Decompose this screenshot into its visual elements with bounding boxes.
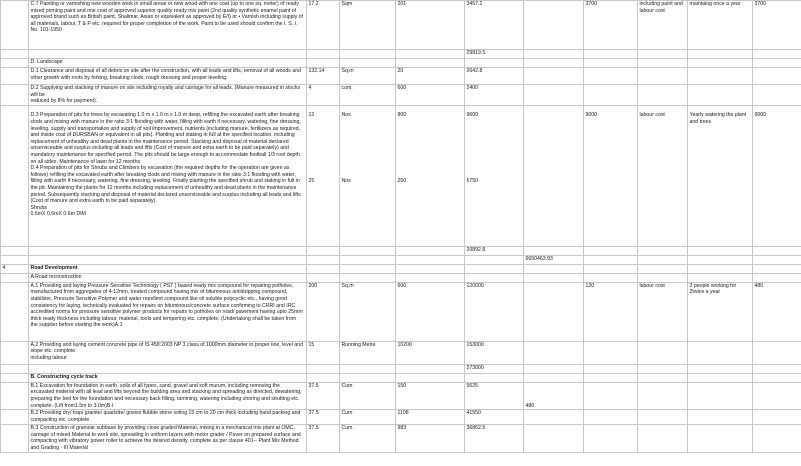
cell-b: D.3 Preparation of pits for trees by excavating 1.0 m x 1.0 m x 1.0 m deep, refilling the excavated earth after breaking clods and mixing with manure in the ratio 3:1 flooding with water, filling with earth if necessary, watering, fine dressing, leveling, supply and transportation and supply of soil improvement, nutrients (including manure, fertilizers as required, and inside coat of DURSBAN or equivalent in all pits). Planting and staking in full at the specified location, including replacement of unhealthy and dead plants in the maintenance period. Stacking and disposal of material declared unserviceable and surplus including all leads and lifts (Cost of manure and extra earth to be paid separately) and mandatory maintenance for specified period. The pits should be large enough to accommodate football 1/3 root depth on all sides. Maintenance of lawn for 12 months D.4 Preparation of pits for Shrubs and Climbers by excavation (the required depths for the operation are given as follows) refilling the excavated earth after breaking clods and mixing with manure in the ratio 3:1 flooding with water, filling with earth if necessary, watering, fine dressing, leveling. Finally planting the specified shrub and staking in full in the pit. Maintaining the plants for 12 months,including replacement of unhealthy and dead plants in the maintenance period. Subsequently stacking and disposal of material declared unserviceable and surplus including all leads and lifts (Cost of manure and extra earth to be paid separately). Shrubs 0.6mX 0.6mX 0.6m DIM bbox=[29, 105, 307, 246]
cell-h bbox=[584, 50, 638, 59]
cell-i bbox=[638, 246, 688, 255]
cell-f: 20892.8 bbox=[465, 246, 524, 255]
table-row bbox=[1, 273, 801, 282]
cell-h bbox=[584, 410, 638, 425]
cell-g: 480 bbox=[524, 382, 584, 409]
cell-h bbox=[584, 246, 638, 255]
table-row bbox=[1, 59, 801, 68]
cell-j bbox=[688, 425, 753, 452]
cell-g bbox=[524, 410, 584, 425]
table-row bbox=[1, 85, 801, 106]
cell-h bbox=[584, 273, 638, 282]
cell-a bbox=[1, 50, 29, 59]
cell-b: C.7 Painting or varnishing new wooden work in small areas or new wood with one coat (up to one sq. meter) of ready mixed priming paint and one coat of approved superior quality ready mix paint (2nd quality synthetic enamel paint of approved brand such as British paint, Shalimar, Asian or equivalent as approved by E/I) or • Varnish including supply of all materials, labour, T & P etc. required for proper completion of the work. Paint to be used should confirm the I. S. I. No. 101-1950 bbox=[29, 1, 307, 50]
cell-i bbox=[638, 373, 688, 382]
cell-f: 273000 bbox=[465, 364, 524, 373]
cell-k: 3700 bbox=[753, 1, 801, 50]
cell-k bbox=[753, 246, 801, 255]
cell-b: D.1 Clearance and disposal of all debris on site after the construction, with all leads and lifts, removal of all woods and other growth with roots by forking, breaking clods, rough dressing and proper leveling. bbox=[29, 68, 307, 85]
cell-a bbox=[1, 246, 29, 255]
cell-j bbox=[688, 273, 753, 282]
cell-e bbox=[396, 50, 465, 59]
cell-k bbox=[753, 50, 801, 59]
cell-f bbox=[465, 273, 524, 282]
cell-f bbox=[465, 373, 524, 382]
cell-f bbox=[465, 255, 524, 264]
cell-d bbox=[340, 273, 396, 282]
cell-j: maintaing once a year bbox=[688, 1, 753, 50]
cell-g bbox=[524, 425, 584, 452]
cell-j bbox=[688, 364, 753, 373]
cell-a: 4 bbox=[1, 264, 29, 273]
cell-j bbox=[688, 264, 753, 273]
cell-h: 120 bbox=[584, 282, 638, 341]
table-row bbox=[1, 105, 801, 246]
cell-j bbox=[688, 50, 753, 59]
cell-j bbox=[688, 410, 753, 425]
cell-e: 1108 bbox=[396, 410, 465, 425]
cell-g bbox=[524, 364, 584, 373]
table-row bbox=[1, 246, 801, 255]
cell-k: 480 bbox=[753, 282, 801, 341]
cell-f: 2642.8 bbox=[465, 68, 524, 85]
cell-b: B.3 Construction of granular subbase by providing close graded Material, mixing in a mechanical mix plant at OMC, carriage of mixed Material to work site, spreading in uniform layers with motor grader / Paver on prepared surface and compacting with vibratory power roller to achieve the desired density, complete as per clause 401-- Plant Mix Method and Grading - III Material bbox=[29, 425, 307, 452]
cell-b: B.1 Excavation for foundation in earth, soils of all types, sand, gravel and soft murum, including removing the excavated material with all lead and lifts beyond the building area and stacking and spreading as directed, dewatering, preparing the bed for the foundation and necessary back filling, ramming, watering including shoring and strutting etc. complete. (Lift from1.5m to 3.0m)B.I bbox=[29, 382, 307, 409]
cell-h bbox=[584, 255, 638, 264]
cell-b: D. Landscape bbox=[29, 59, 307, 68]
cell-f: 36862.5 bbox=[465, 425, 524, 452]
cell-c bbox=[307, 59, 340, 68]
cell-a bbox=[1, 105, 29, 246]
cell-e bbox=[396, 264, 465, 273]
cell-k bbox=[753, 273, 801, 282]
cell-j bbox=[688, 373, 753, 382]
cell-e: 150 bbox=[396, 382, 465, 409]
cell-i bbox=[638, 364, 688, 373]
cell-d bbox=[340, 255, 396, 264]
cell-j bbox=[688, 85, 753, 106]
cell-i bbox=[638, 85, 688, 106]
table-row bbox=[1, 341, 801, 364]
cell-j: Yearly watering the plant and trees bbox=[688, 105, 753, 246]
cell-i: including paint and labour cost bbox=[638, 1, 688, 50]
cell-b: B.2 Providing dry/ trap/ granite/ quartzite/ gneiss flubble stone soling 15 cm to 20 cm thick including hand packing and compacting etc. complete bbox=[29, 410, 307, 425]
cell-e: 20 bbox=[396, 68, 465, 85]
cell-a bbox=[1, 85, 29, 106]
cell-d: Sq.m bbox=[340, 282, 396, 341]
cell-a bbox=[1, 364, 29, 373]
cell-d bbox=[340, 264, 396, 273]
cell-d: cum. bbox=[340, 85, 396, 106]
cell-h bbox=[584, 341, 638, 364]
cell-g bbox=[524, 373, 584, 382]
cell-c: 15 bbox=[307, 341, 340, 364]
cell-c bbox=[307, 50, 340, 59]
cell-k bbox=[753, 341, 801, 364]
cell-g bbox=[524, 85, 584, 106]
cell-b: A.2 Providing and laying cement concrete pipe of IS 458:2003 NP 3 class of 1000mm diameter in proper line, level and slope etc. complete. including labour bbox=[29, 341, 307, 364]
cell-c bbox=[307, 264, 340, 273]
cell-h bbox=[584, 364, 638, 373]
cell-d: Cum bbox=[340, 410, 396, 425]
cell-a bbox=[1, 410, 29, 425]
cell-e: 10200 bbox=[396, 341, 465, 364]
cell-a bbox=[1, 1, 29, 50]
cell-j bbox=[688, 68, 753, 85]
cell-c: 132.14 bbox=[307, 68, 340, 85]
cell-d: Cum bbox=[340, 425, 396, 452]
cell-d bbox=[340, 50, 396, 59]
cell-k bbox=[753, 68, 801, 85]
cell-g bbox=[524, 105, 584, 246]
cell-e: 600 bbox=[396, 282, 465, 341]
cell-h bbox=[584, 382, 638, 409]
cell-j bbox=[688, 382, 753, 409]
cell-h bbox=[584, 425, 638, 452]
cell-i bbox=[638, 50, 688, 59]
cell-h bbox=[584, 68, 638, 85]
table-row bbox=[1, 382, 801, 409]
table-row bbox=[1, 255, 801, 264]
table-row bbox=[1, 264, 801, 273]
cell-f bbox=[465, 264, 524, 273]
cell-h bbox=[584, 264, 638, 273]
cell-d bbox=[340, 373, 396, 382]
cell-f bbox=[465, 59, 524, 68]
cell-g bbox=[524, 50, 584, 59]
cell-c: 200 bbox=[307, 282, 340, 341]
table-row bbox=[1, 50, 801, 59]
cell-g bbox=[524, 59, 584, 68]
sheet-body bbox=[1, 1, 801, 453]
cell-b: A.1 Providing and laying Pressure Sensitive Technology ( PST ) based ready mix compound for repairing potholes, manufactured from aggregates of 4-12mm, treated compound having mix of bituminous antistripping compound, stabilizer, Pressure Sensitive Polymer and water repellent compound like oil soluble polycyclic etc., having good consistency for laying, technically evaluated for repairs on bituminous/concrete surface confirming to CRRI and IRC accredited norms for pressure sensitive polymer products for repairs to potholes on road/ pavement having upto 25mm thick ready thickness including labour, material, tools and tempering etc. complete. (Undertaking shall be taken from the supplier before starting the work)A.1 bbox=[29, 282, 307, 341]
cell-j bbox=[688, 255, 753, 264]
cell-d bbox=[340, 364, 396, 373]
cell-e bbox=[396, 373, 465, 382]
cell-h bbox=[584, 85, 638, 106]
cell-b bbox=[29, 50, 307, 59]
cell-k bbox=[753, 410, 801, 425]
cell-c: 17.2 bbox=[307, 1, 340, 50]
cell-e bbox=[396, 273, 465, 282]
table-row bbox=[1, 364, 801, 373]
cell-e: 800 250 bbox=[396, 105, 465, 246]
table-row bbox=[1, 1, 801, 50]
cell-e: 600 bbox=[396, 85, 465, 106]
cell-i bbox=[638, 273, 688, 282]
cell-c: 37.5 bbox=[307, 410, 340, 425]
cell-k: 9000 bbox=[753, 105, 801, 246]
cell-e bbox=[396, 364, 465, 373]
cell-i bbox=[638, 410, 688, 425]
cell-a bbox=[1, 68, 29, 85]
cell-h bbox=[584, 373, 638, 382]
cell-d bbox=[340, 246, 396, 255]
cell-c bbox=[307, 364, 340, 373]
cell-i: labour cost bbox=[638, 282, 688, 341]
cell-c bbox=[307, 273, 340, 282]
table-row bbox=[1, 68, 801, 85]
cell-a bbox=[1, 425, 29, 452]
cell-a bbox=[1, 59, 29, 68]
cell-d: Cum bbox=[340, 382, 396, 409]
cell-f: 41550 bbox=[465, 410, 524, 425]
cell-k bbox=[753, 264, 801, 273]
cell-c bbox=[307, 255, 340, 264]
cell-f: 9600 6750 bbox=[465, 105, 524, 246]
cell-b bbox=[29, 364, 307, 373]
cell-a bbox=[1, 341, 29, 364]
cell-d: Running Metre bbox=[340, 341, 396, 364]
cell-g bbox=[524, 341, 584, 364]
cell-e bbox=[396, 255, 465, 264]
cell-g bbox=[524, 68, 584, 85]
cell-g bbox=[524, 1, 584, 50]
cell-f: 3457.2 bbox=[465, 1, 524, 50]
table-row bbox=[1, 373, 801, 382]
cell-a bbox=[1, 273, 29, 282]
cell-b bbox=[29, 255, 307, 264]
cell-a bbox=[1, 373, 29, 382]
cell-j bbox=[688, 341, 753, 364]
cell-f: 5625 bbox=[465, 382, 524, 409]
cell-b bbox=[29, 246, 307, 255]
cell-c bbox=[307, 373, 340, 382]
cell-a bbox=[1, 382, 29, 409]
cell-k bbox=[753, 255, 801, 264]
cell-e bbox=[396, 59, 465, 68]
cell-i bbox=[638, 341, 688, 364]
cell-b: B. Constructing cycle track bbox=[29, 373, 307, 382]
cell-i bbox=[638, 255, 688, 264]
cell-c: 4 bbox=[307, 85, 340, 106]
cell-k bbox=[753, 59, 801, 68]
cell-d bbox=[340, 59, 396, 68]
cell-i bbox=[638, 264, 688, 273]
cell-c bbox=[307, 246, 340, 255]
cell-c: 37.5 bbox=[307, 425, 340, 452]
cell-k bbox=[753, 373, 801, 382]
cell-e: 983 bbox=[396, 425, 465, 452]
cell-k bbox=[753, 382, 801, 409]
cell-g bbox=[524, 246, 584, 255]
cell-c: 37.5 bbox=[307, 382, 340, 409]
cell-d: Sq.m bbox=[340, 68, 396, 85]
cell-a bbox=[1, 282, 29, 341]
cell-e: 201 bbox=[396, 1, 465, 50]
table-row bbox=[1, 410, 801, 425]
cell-a bbox=[1, 255, 29, 264]
cell-e bbox=[396, 246, 465, 255]
cell-c: 12 25 bbox=[307, 105, 340, 246]
cell-k bbox=[753, 425, 801, 452]
cell-i bbox=[638, 68, 688, 85]
cell-i bbox=[638, 425, 688, 452]
cell-j: 2 people working for 2twice a year bbox=[688, 282, 753, 341]
cell-b: A Road reconstruction bbox=[29, 273, 307, 282]
cell-i: labour cost bbox=[638, 105, 688, 246]
table-row bbox=[1, 425, 801, 452]
cell-i bbox=[638, 382, 688, 409]
cell-k bbox=[753, 364, 801, 373]
cell-f: 120000 bbox=[465, 282, 524, 341]
cell-b: Road Development bbox=[29, 264, 307, 273]
cell-d: Sqm bbox=[340, 1, 396, 50]
cell-g bbox=[524, 264, 584, 273]
cell-f: 153000 bbox=[465, 341, 524, 364]
cell-g: 6650463.93 bbox=[524, 255, 584, 264]
cell-g bbox=[524, 282, 584, 341]
cell-h: 9000 bbox=[584, 105, 638, 246]
cell-j bbox=[688, 59, 753, 68]
cell-b: D.2 Supplying and stacking of manure on site including royalty and carriage for all leads. (Manure measured in stocks will be reduced by 8% for payment). bbox=[29, 85, 307, 106]
cell-f: 29819.5 bbox=[465, 50, 524, 59]
cell-j bbox=[688, 246, 753, 255]
cell-h bbox=[584, 59, 638, 68]
cell-f: 2400 bbox=[465, 85, 524, 106]
cell-h: 3700 bbox=[584, 1, 638, 50]
cell-d: Nos Nos bbox=[340, 105, 396, 246]
cell-k bbox=[753, 85, 801, 106]
cell-i bbox=[638, 59, 688, 68]
cell-g bbox=[524, 273, 584, 282]
table-row bbox=[1, 282, 801, 341]
